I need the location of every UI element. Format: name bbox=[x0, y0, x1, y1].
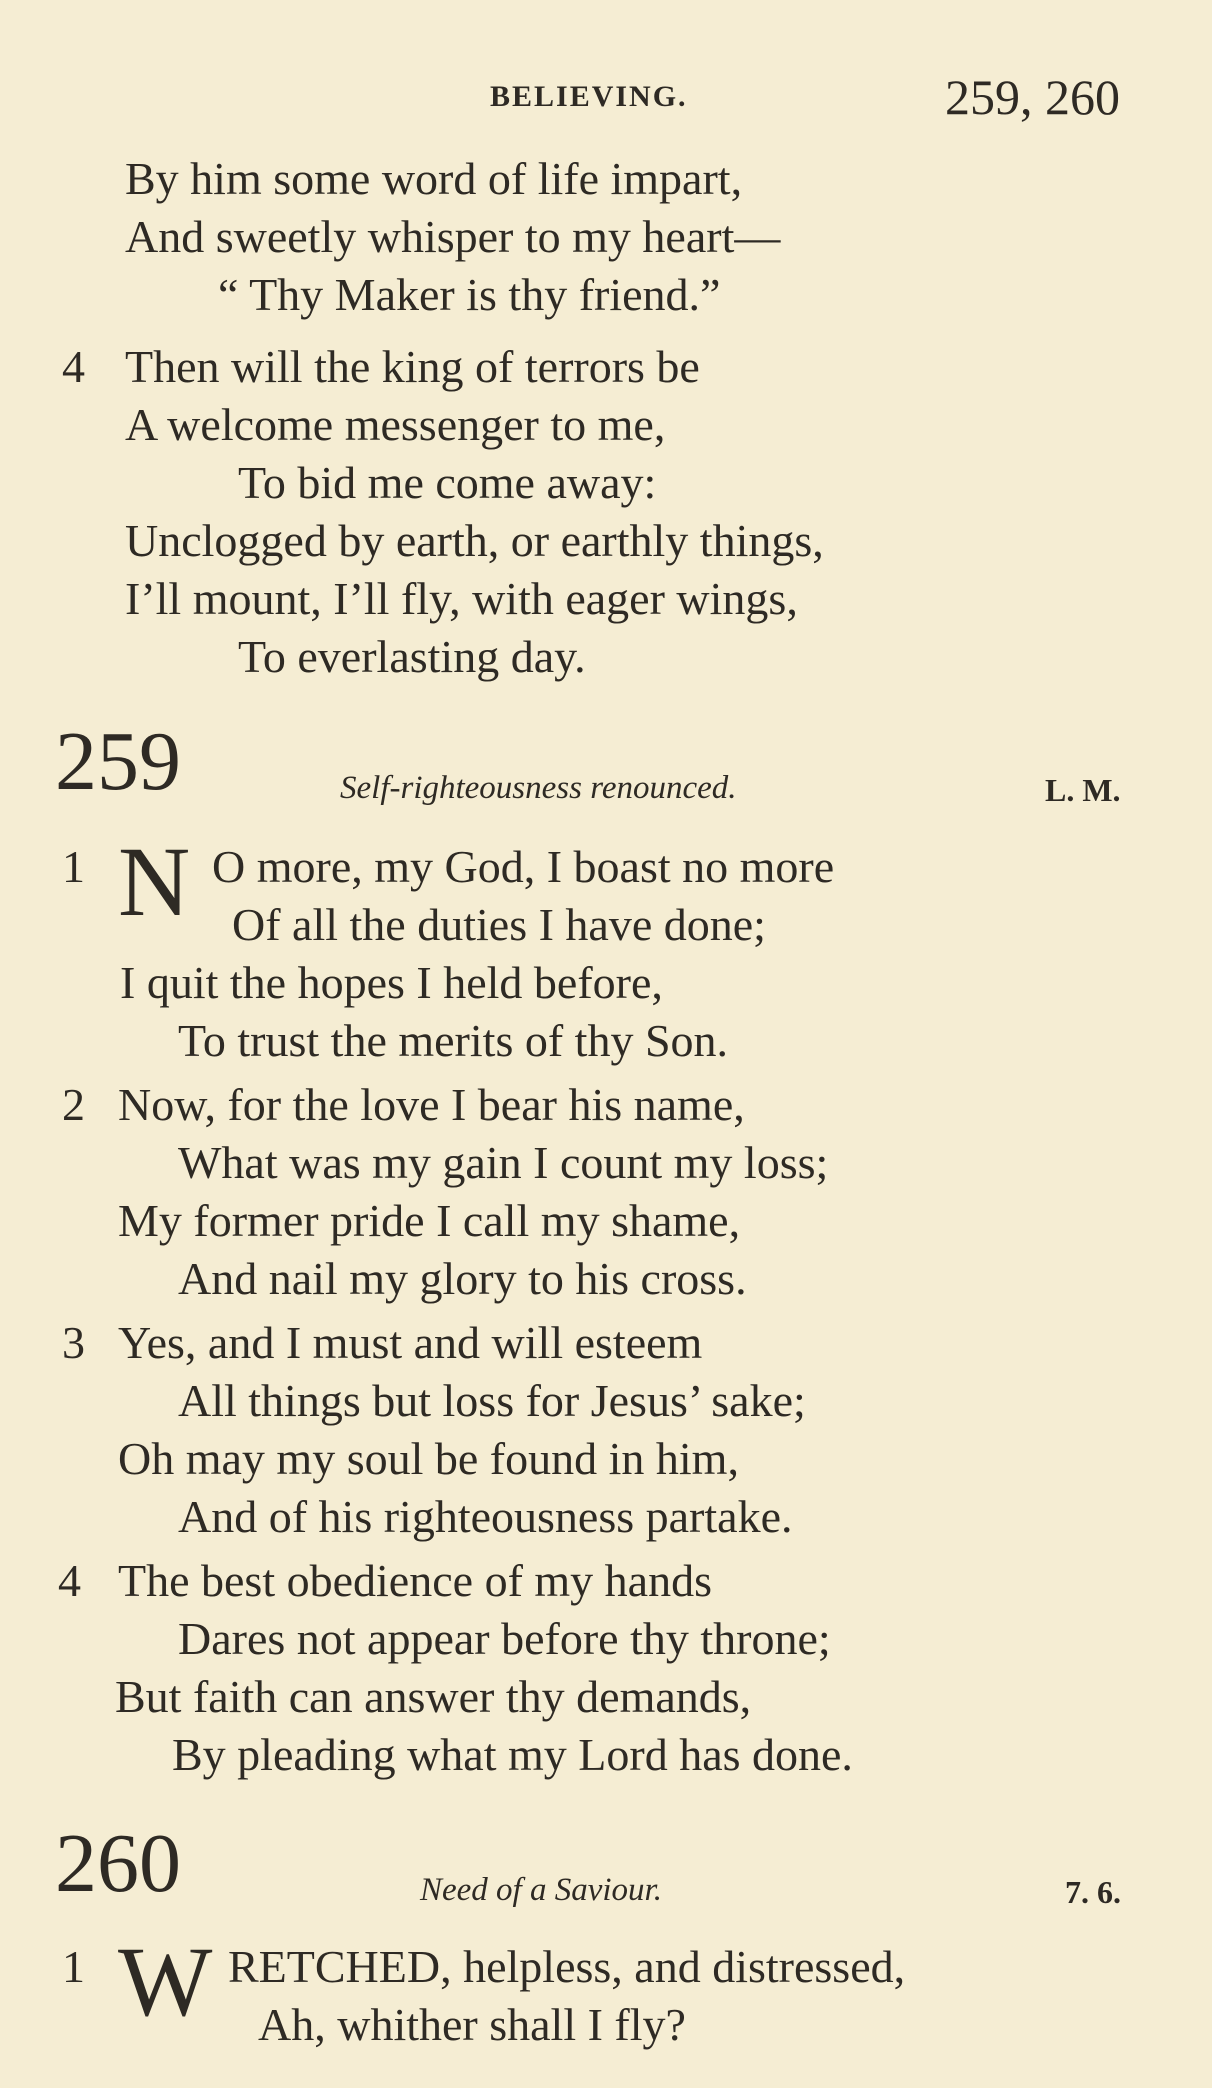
verse-line: To bid me come away: bbox=[238, 457, 657, 508]
verse-number: 1 bbox=[62, 841, 85, 892]
verse-line: “ Thy Maker is thy friend.” bbox=[218, 269, 721, 320]
verse-line: Dares not appear before thy throne; bbox=[178, 1613, 831, 1664]
verse-number: 1 bbox=[62, 1941, 85, 1992]
verse-line: And nail my glory to his cross. bbox=[178, 1253, 747, 1304]
drop-cap: N bbox=[118, 826, 191, 937]
verse-line: The best obedience of my hands bbox=[118, 1555, 712, 1606]
verse-line: But faith can answer thy demands, bbox=[115, 1671, 752, 1722]
verse-line: To trust the merits of thy Son. bbox=[178, 1015, 729, 1066]
verse-line: Now, for the love I bear his name, bbox=[118, 1079, 745, 1130]
verse-number: 2 bbox=[62, 1079, 85, 1130]
running-header-page-numbers: 259, 260 bbox=[945, 69, 1120, 125]
verse-line: To everlasting day. bbox=[238, 631, 586, 682]
verse-line: And sweetly whisper to my heart— bbox=[125, 211, 781, 262]
verse-line: I quit the hopes I held before, bbox=[120, 957, 663, 1008]
verse-number: 4 bbox=[58, 1555, 81, 1606]
verse-line: O more, my God, I boast no more bbox=[212, 841, 835, 892]
verse-line: Of all the duties I have done; bbox=[232, 899, 766, 950]
hymn-title: Need of a Saviour. bbox=[420, 1872, 662, 1908]
verse-line: Oh may my soul be found in him, bbox=[118, 1433, 739, 1484]
verse-line: Unclogged by earth, or earthly things, bbox=[125, 515, 824, 566]
verse-line: My former pride I call my shame, bbox=[118, 1195, 741, 1246]
verse-number: 3 bbox=[62, 1317, 85, 1368]
hymn-meter: L. M. bbox=[1045, 772, 1121, 808]
verse-number: 4 bbox=[62, 341, 85, 392]
verse-line: Yes, and I must and will esteem bbox=[118, 1317, 703, 1368]
drop-cap: W bbox=[118, 1926, 213, 2037]
verse-line: RETCHED, helpless, and distressed, bbox=[228, 1941, 906, 1992]
running-header-title: BELIEVING. bbox=[490, 80, 688, 113]
verse-line: By pleading what my Lord has done. bbox=[172, 1729, 853, 1780]
verse-line: A welcome messenger to me, bbox=[125, 399, 666, 450]
verse-line: I’ll mount, I’ll fly, with eager wings, bbox=[125, 573, 798, 624]
verse-line: By him some word of life impart, bbox=[125, 153, 743, 204]
hymn-number: 260 bbox=[55, 1817, 181, 1910]
hymn-title: Self-righteousness renounced. bbox=[340, 770, 737, 806]
verse-line: Ah, whither shall I fly? bbox=[258, 1999, 686, 2050]
verse-line: What was my gain I count my loss; bbox=[178, 1137, 829, 1188]
verse-line: And of his righteousness partake. bbox=[178, 1491, 793, 1542]
hymn-meter: 7. 6. bbox=[1065, 1874, 1121, 1910]
verse-line: Then will the king of terrors be bbox=[125, 341, 700, 392]
hymn-number: 259 bbox=[55, 715, 181, 808]
verse-line: All things but loss for Jesus’ sake; bbox=[178, 1375, 806, 1426]
